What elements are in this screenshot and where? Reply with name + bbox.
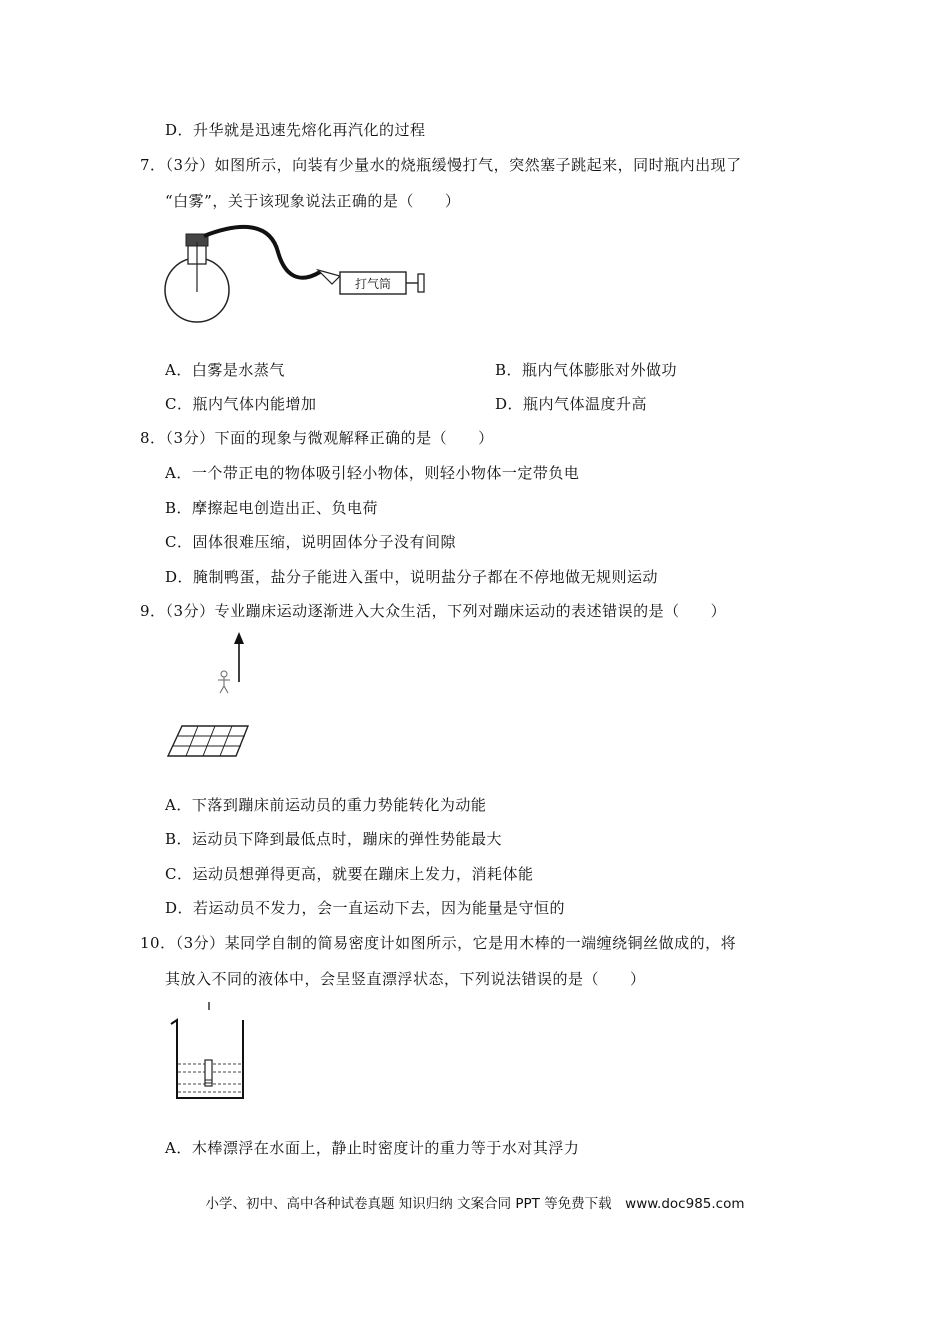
q8-option-a: A．一个带正电的物体吸引轻小物体，则轻小物体一定带负电 xyxy=(165,464,580,482)
q8-option-d: D．腌制鸭蛋，盐分子能进入蛋中，说明盐分子都在不停地做无规则运动 xyxy=(165,568,659,586)
q7-option-c: C．瓶内气体内能增加 xyxy=(165,395,317,413)
trampoline-figure xyxy=(160,630,260,760)
q7-stem-line2: “白雾”，关于该现象说法正确的是（ ） xyxy=(165,192,461,210)
q10-stem-line2: 其放入不同的液体中，会呈竖直漂浮状态，下列说法错误的是（ ） xyxy=(165,970,646,988)
beaker-figure xyxy=(165,1000,255,1102)
q8-option-b: B．摩擦起电创造出正、负电荷 xyxy=(165,499,379,517)
q9-option-a: A．下落到蹦床前运动员的重力势能转化为动能 xyxy=(165,796,487,814)
q9-option-c: C．运动员想弹得更高，就要在蹦床上发力，消耗体能 xyxy=(165,865,534,883)
q8-stem: 8．（3分）下面的现象与微观解释正确的是（ ） xyxy=(140,429,494,447)
q9-option-b: B．运动员下降到最低点时，蹦床的弹性势能最大 xyxy=(165,830,503,848)
pump-label: 打气筒 xyxy=(354,277,392,291)
q9-stem: 9．（3分）专业蹦床运动逐渐进入大众生活，下列对蹦床运动的表述错误的是（ ） xyxy=(140,602,727,620)
q7-stem-line1: 7．（3分）如图所示，向装有少量水的烧瓶缓慢打气，突然塞子跳起来，同时瓶内出现了 xyxy=(140,156,742,174)
q10-stem-line1: 10．（3分）某同学自制的简易密度计如图所示，它是用木棒的一端缠绕铜丝做成的，将 xyxy=(140,934,737,952)
flask-pump-figure xyxy=(160,222,440,332)
q10-option-a: A．木棒漂浮在水面上，静止时密度计的重力等于水对其浮力 xyxy=(165,1139,580,1157)
q9-option-d: D．若运动员不发力，会一直运动下去，因为能量是守恒的 xyxy=(165,899,566,917)
q6-option-d: D．升华就是迅速先熔化再汽化的过程 xyxy=(165,121,426,139)
footer-ad: 小学、初中、高中各种试卷真题 知识归纳 文案合同 PPT 等免费下载 www.doc985.com xyxy=(205,1196,745,1212)
q7-option-d: D．瓶内气体温度升高 xyxy=(495,395,648,413)
q7-option-a: A．白雾是水蒸气 xyxy=(165,361,285,379)
q8-option-c: C．固体很难压缩，说明固体分子没有间隙 xyxy=(165,533,456,551)
q7-option-b: B．瓶内气体膨胀对外做功 xyxy=(495,361,678,379)
